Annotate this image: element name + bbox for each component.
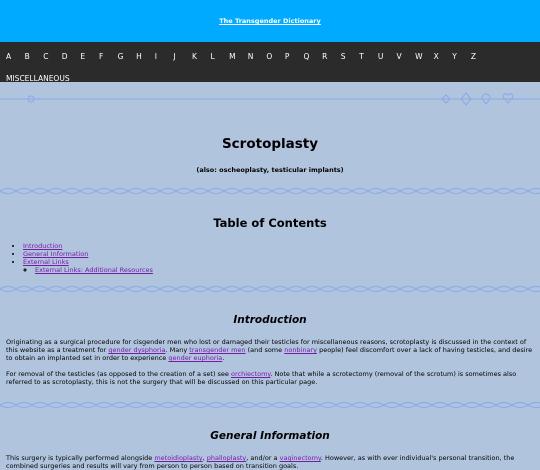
text-span: ,	[202, 454, 207, 462]
nav-letter-n[interactable]: N	[247, 51, 254, 61]
site-header	[0, 0, 540, 42]
text-span: . However, as with ever individual's personal transition, the combined surgeries and results will vary from person to person based on transition goals.	[6, 454, 515, 470]
ornamental-divider-intro	[0, 400, 540, 412]
text-span: For removal of the testicles (as opposed to the creation of a set) see	[6, 370, 231, 378]
text-span: Originating as a surgical procedure for cisgender men who lost or damaged their testicles for miscellaneous reasons, scrotoplasty is discussed in the context of this website as a treatment for	[6, 338, 527, 354]
nav-letter-p[interactable]: P	[284, 51, 290, 61]
nav-item-miscellaneous[interactable]: MISCELLANEOUS	[6, 74, 70, 83]
nav-letter-y[interactable]: Y	[452, 51, 457, 61]
alphabet-nav	[0, 42, 540, 82]
toc-heading: Table of Contents	[213, 216, 327, 230]
nav-letter-h[interactable]: H	[136, 51, 142, 61]
nav-letter-a[interactable]: A	[6, 51, 12, 61]
section-heading-introduction: Introduction	[233, 314, 307, 326]
link-gender-dysphoria[interactable]: gender dysphoria	[108, 346, 166, 354]
ornamental-divider-toc	[0, 284, 540, 296]
toc-link-general-information[interactable]: General Information	[23, 250, 89, 258]
link-metoidioplasty[interactable]: metoidioplasty	[154, 454, 203, 462]
nav-letter-o[interactable]: O	[266, 51, 273, 61]
nav-letter-l[interactable]: L	[210, 51, 215, 61]
toc-item-general	[23, 250, 540, 258]
text-span: people) feel discomfort over a lack of having testicles, and desire to obtain an implanted set in order to experience	[6, 346, 533, 362]
link-gender-euphoria[interactable]: gender euphoria	[168, 354, 223, 362]
nav-letter-v[interactable]: V	[396, 51, 402, 61]
intro-paragraph-2	[6, 370, 534, 386]
nav-letter-s[interactable]: S	[340, 51, 346, 61]
text-span: . Note that while a scrotectomy (removal of the scrotum) is sometimes also referred to as scrotoplasty, this is not the surgery that will be discussed on this particular page.	[6, 370, 517, 386]
ornamental-divider-top	[0, 82, 540, 96]
nav-letter-e[interactable]: E	[80, 51, 86, 61]
nav-letter-c[interactable]: C	[43, 51, 49, 61]
nav-letter-t[interactable]: T	[359, 51, 364, 61]
link-transgender-men[interactable]: transgender men	[189, 346, 246, 354]
nav-letter-x[interactable]: X	[433, 51, 439, 61]
link-vaginectomy[interactable]: vaginectomy	[279, 454, 321, 462]
text-span: (and some	[245, 346, 285, 354]
toc-link-introduction[interactable]: Introduction	[23, 242, 63, 250]
toc-item-external-links	[23, 258, 540, 274]
text-span: .	[222, 354, 225, 362]
link-phalloplasty[interactable]: phalloplasty	[206, 454, 247, 462]
nav-letter-m[interactable]: M	[229, 51, 236, 61]
nav-letter-g[interactable]: G	[117, 51, 124, 61]
nav-letter-b[interactable]: B	[24, 51, 30, 61]
nav-letter-f[interactable]: F	[98, 51, 104, 61]
page-title: Scrotoplasty	[221, 136, 319, 152]
nav-letter-i[interactable]: I	[154, 51, 157, 61]
section-heading-general-information: General Information	[210, 430, 330, 442]
link-nonbinary[interactable]: nonbinary	[284, 346, 317, 354]
nav-letter-w[interactable]: W	[415, 51, 423, 61]
toc-link-additional-resources[interactable]: External Links: Additional Resources	[35, 266, 153, 274]
text-span: , and/or a	[246, 454, 280, 462]
nav-letter-q[interactable]: Q	[303, 51, 310, 61]
ornamental-divider-title	[0, 186, 540, 198]
table-of-contents	[0, 242, 540, 274]
letter-list	[6, 42, 534, 64]
text-span: . Many	[165, 346, 190, 354]
toc-subitem-additional-resources	[35, 266, 540, 274]
toc-link-external-links[interactable]: External Links	[23, 258, 69, 266]
nav-letter-z[interactable]: Z	[470, 51, 476, 61]
nav-letter-d[interactable]: D	[61, 51, 68, 61]
intro-paragraph-1	[6, 338, 534, 362]
nav-letter-j[interactable]: J	[173, 51, 176, 61]
general-paragraph-1	[6, 454, 534, 470]
nav-letter-r[interactable]: R	[322, 51, 328, 61]
page-aliases: (also: oscheoplasty, testicular implants)	[196, 166, 344, 174]
text-span: This surgery is typically performed alongside	[6, 454, 155, 462]
nav-letter-u[interactable]: U	[377, 51, 384, 61]
site-title-link[interactable]: The Transgender Dictionary	[219, 17, 321, 25]
toc-item-introduction	[23, 242, 540, 250]
link-orchiectomy[interactable]: orchiectomy	[231, 370, 271, 378]
nav-letter-k[interactable]: K	[191, 51, 197, 61]
